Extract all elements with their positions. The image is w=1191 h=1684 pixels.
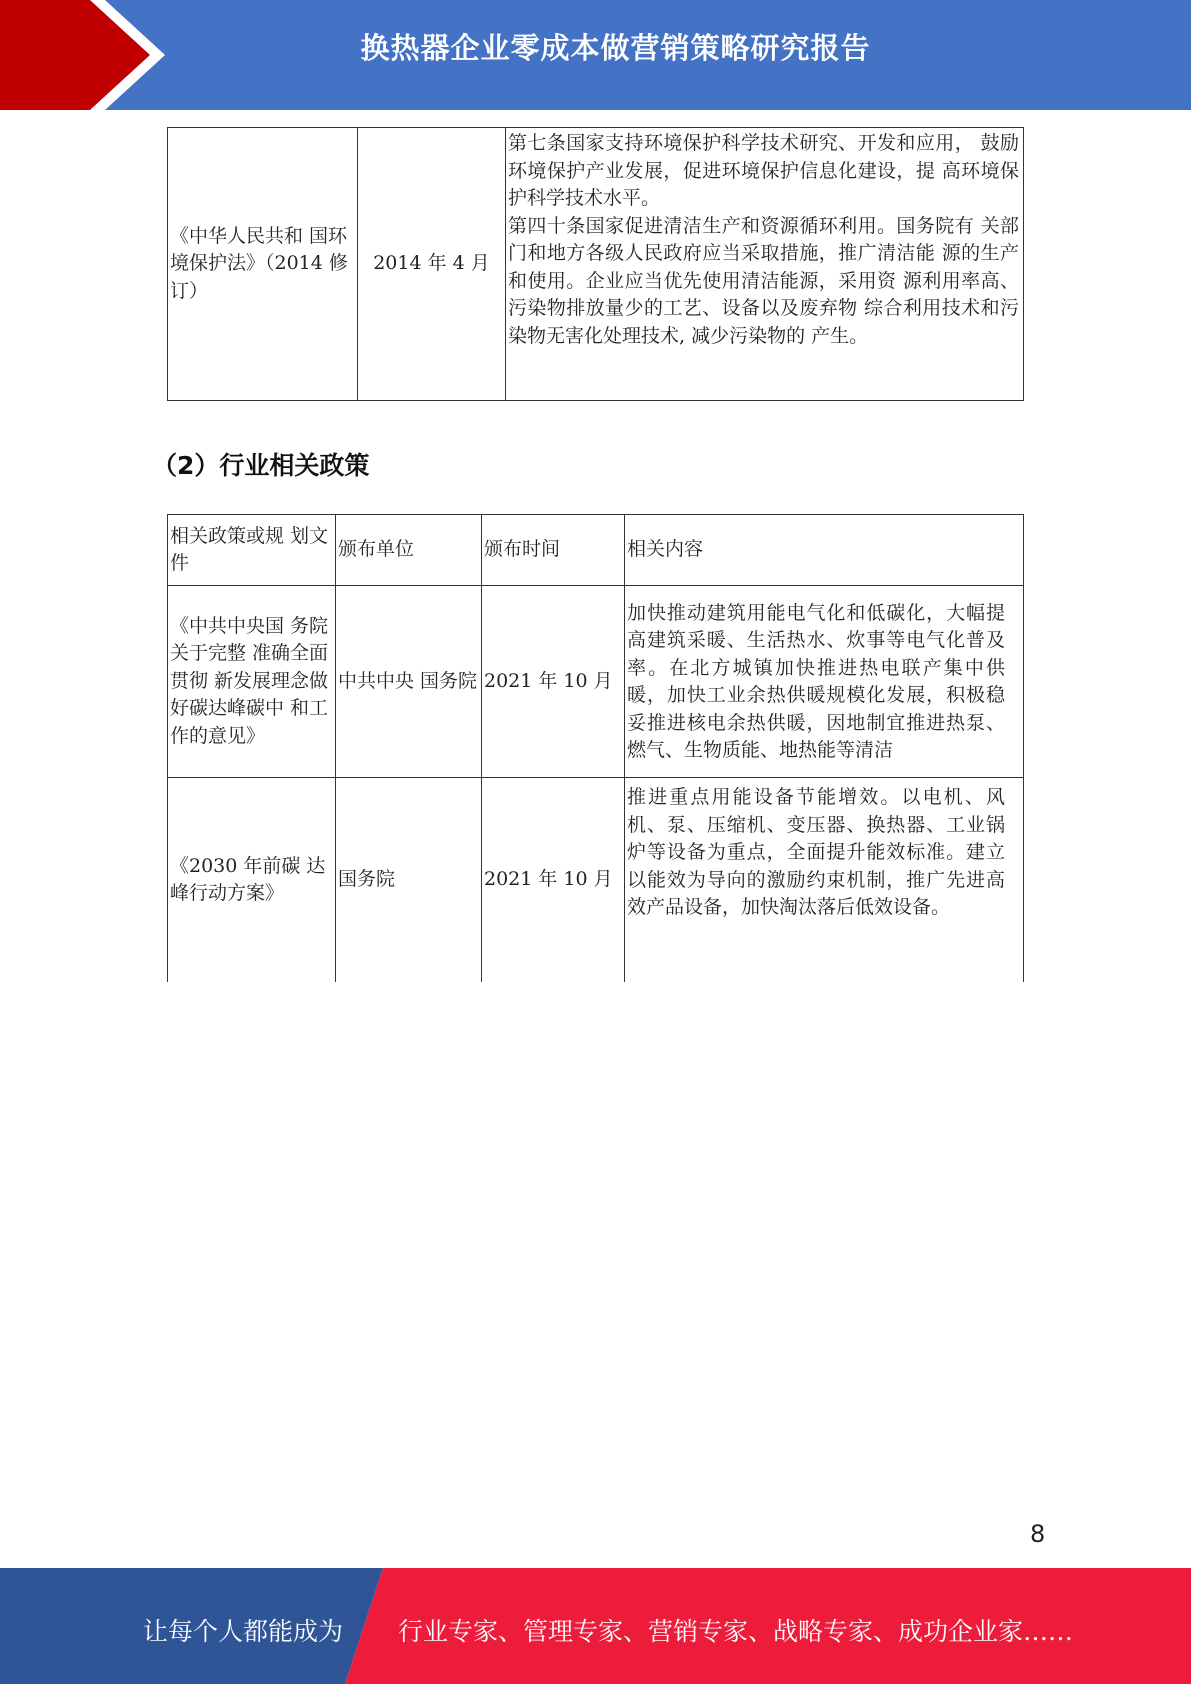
column-header: 相关政策或规 划文件 — [168, 515, 336, 586]
page-footer — [0, 1568, 1191, 1684]
table-row — [168, 586, 1024, 778]
policy-issuer-cell: 中共中央 国务院 — [336, 586, 482, 778]
report-title: 换热器企业零成本做营销策略研究报告 — [360, 31, 871, 65]
policy-content-cell: 加快推动建筑用能电气化和低碳化，大幅提高建筑采暖、生活热水、炊事等电气化普及率。在北方城镇加快推进热电联产集中供暖，加快工业余热供暖规模化发展，积极稳妥推进核电余热供暖，因地制宜推进热泵、燃气、生物质能、地热能等清洁 — [625, 586, 1024, 778]
column-header: 颁布时间 — [482, 515, 625, 586]
section-heading: （2）行业相关政策 — [152, 451, 370, 480]
policy-issuer-cell: 国务院 — [336, 778, 482, 983]
policy-date-cell: 2021 年 10 月 — [482, 778, 625, 983]
policy-content-cell: 推进重点用能设备节能增效。以电机、风机、泵、压缩机、变压器、换热器、工业锅炉等设备为重点，全面提升能效标准。建立以能效为导向的激励约束机制，推广先进高效产品设备，加快淘汰落后低效设备。 — [625, 778, 1024, 983]
column-header: 相关内容 — [625, 515, 1024, 586]
page-header — [0, 0, 1191, 110]
law-name-cell: 《中华人民共和 国环境保护法》（2014 修订） — [168, 128, 358, 401]
law-content-paragraph: 第七条国家支持环境保护科学技术研究、开发和应用， 鼓励环境保护产业发展，促进环境保护信息化建设，提 高环境保护科学技术水平。 — [508, 132, 1019, 209]
footer-slogan-right: 行业专家、管理专家、营销专家、战略专家、成功企业家…… — [398, 1617, 1074, 1646]
policy-name-cell: 《中共中央国 务院关于完整 准确全面贯彻 新发展理念做 好碳达峰碳中 和工作的意见》 — [168, 586, 336, 778]
policy-table — [167, 514, 1024, 982]
table-row — [168, 778, 1024, 983]
policy-date-cell: 2021 年 10 月 — [482, 586, 625, 778]
policy-name-cell: 《2030 年前碳 达峰行动方案》 — [168, 778, 336, 983]
law-content-paragraph: 第四十条国家促进清洁生产和资源循环利用。国务院有 关部门和地方各级人民政府应当采取措施，推广清洁能 源的生产和使用。企业应当优先使用清洁能源，采用资 源利用率高、污染物排放量少的工艺、设备以及废弃物 综合利用技术和污染物无害化处理技术, 减少污染物的 产生。 — [508, 214, 1019, 347]
law-content-cell — [506, 128, 1024, 401]
column-header: 颁布单位 — [336, 515, 482, 586]
page-number: 8 — [1030, 1520, 1046, 1548]
footer-slogan-left: 让每个人都能成为 — [143, 1617, 344, 1646]
law-date-cell: 2014 年 4 月 — [358, 128, 506, 401]
table-row — [168, 128, 1024, 401]
table-header-row — [168, 515, 1024, 586]
law-table — [167, 127, 1024, 401]
